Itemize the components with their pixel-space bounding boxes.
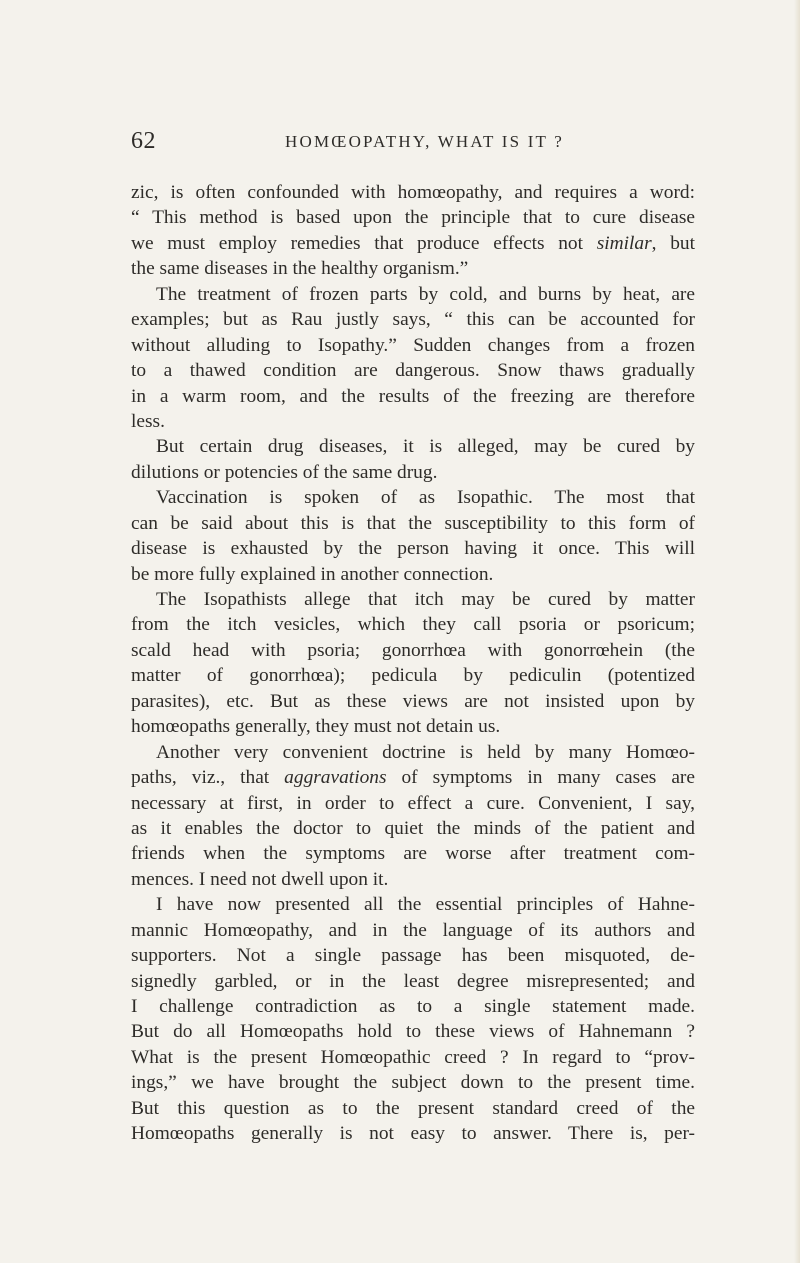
- italic-word: aggravations: [284, 767, 387, 789]
- text-line: Vaccination is spoken of as Isopathic. The most that: [156, 487, 695, 509]
- text-line: The treatment of frozen parts by cold, and burns by heat, are: [156, 283, 695, 305]
- text-line: mences. I need not dwell upon it.: [131, 868, 389, 890]
- text-line: “ This method is based upon the principle that to cure disease: [131, 207, 695, 229]
- text-line: What is the present Homœopathic creed ? In regard to “prov-: [131, 1046, 695, 1068]
- text-line: examples; but as Rau justly says, “ this can be accounted for: [131, 309, 695, 331]
- text-line: Another very convenient doctrine is held by many Homœo-: [156, 741, 695, 763]
- text-line: The Isopathists allege that itch may be cured by matter: [156, 589, 695, 610]
- text-line: without alluding to Isopathy.” Sudden changes from a frozen: [131, 334, 695, 356]
- text-line: But certain drug diseases, it is alleged, may be cured by: [156, 436, 695, 458]
- text-line: But this question as to the present standard creed of the: [131, 1097, 695, 1119]
- text-line: be more fully explained in another connection.: [131, 563, 494, 585]
- text-line: necessary at first, in order to effect a cure. Convenient, I say,: [131, 792, 695, 814]
- running-title: HOMŒOPATHY, WHAT IS IT ?: [285, 132, 565, 151]
- italic-word: similar: [596, 232, 652, 254]
- text-line: Homœopaths generally is not easy to answer. There is, per-: [131, 1123, 695, 1145]
- text-line: less.: [131, 410, 165, 432]
- text-line: mannic Homœopathy, and in the language of its authors and: [131, 919, 695, 941]
- page-edge: [794, 0, 800, 1263]
- text-line: can be said about this is that the susceptibility to this form of: [131, 512, 695, 534]
- text-line: the same diseases in the healthy organism.”: [131, 258, 469, 280]
- body-text: [131, 180, 695, 1147]
- page-header: [131, 128, 691, 158]
- text-line: parasites), etc. But as these views are not insisted upon by: [131, 690, 695, 712]
- text-line: friends when the symptoms are worse after treatment com-: [131, 843, 695, 865]
- text-line: in a warm room, and the results of the freezing are therefore: [131, 385, 695, 407]
- text-line: I challenge contradiction as to a single statement made.: [131, 996, 695, 1017]
- text-line: zic, is often confounded with homœopathy, and requires a word:: [131, 182, 695, 203]
- text-line: disease is exhausted by the person having it once. This will: [131, 538, 695, 560]
- text-line: supporters. Not a single passage has been misquoted, de-: [131, 945, 695, 967]
- text-line: we must employ remedies that produce effects not similar, but: [131, 232, 695, 254]
- text-line: ings,” we have brought the subject down to the present time.: [131, 1072, 695, 1094]
- text-line: to a thawed condition are dangerous. Snow thaws gradually: [131, 360, 695, 382]
- text-line: I have now presented all the essential principles of Hahne-: [156, 894, 695, 916]
- text-line: scald head with psoria; gonorrhœa with gonorrœhein (the: [131, 639, 695, 661]
- text-line: from the itch vesicles, which they call psoria or psoricum;: [131, 614, 695, 636]
- text-line: dilutions or potencies of the same drug.: [131, 461, 438, 483]
- page-number: 62: [131, 128, 156, 154]
- text-line: paths, viz., that aggravations of symptoms in many cases are: [131, 767, 695, 789]
- text-line: homœopaths generally, they must not detain us.: [131, 716, 501, 738]
- text-line: But do all Homœopaths hold to these views of Hahnemann ?: [131, 1021, 695, 1043]
- text-line: as it enables the doctor to quiet the minds of the patient and: [131, 817, 695, 839]
- text-line: signedly garbled, or in the least degree misrepresented; and: [131, 970, 695, 992]
- text-line: matter of gonorrhœa); pedicula by pediculin (potentized: [131, 665, 695, 687]
